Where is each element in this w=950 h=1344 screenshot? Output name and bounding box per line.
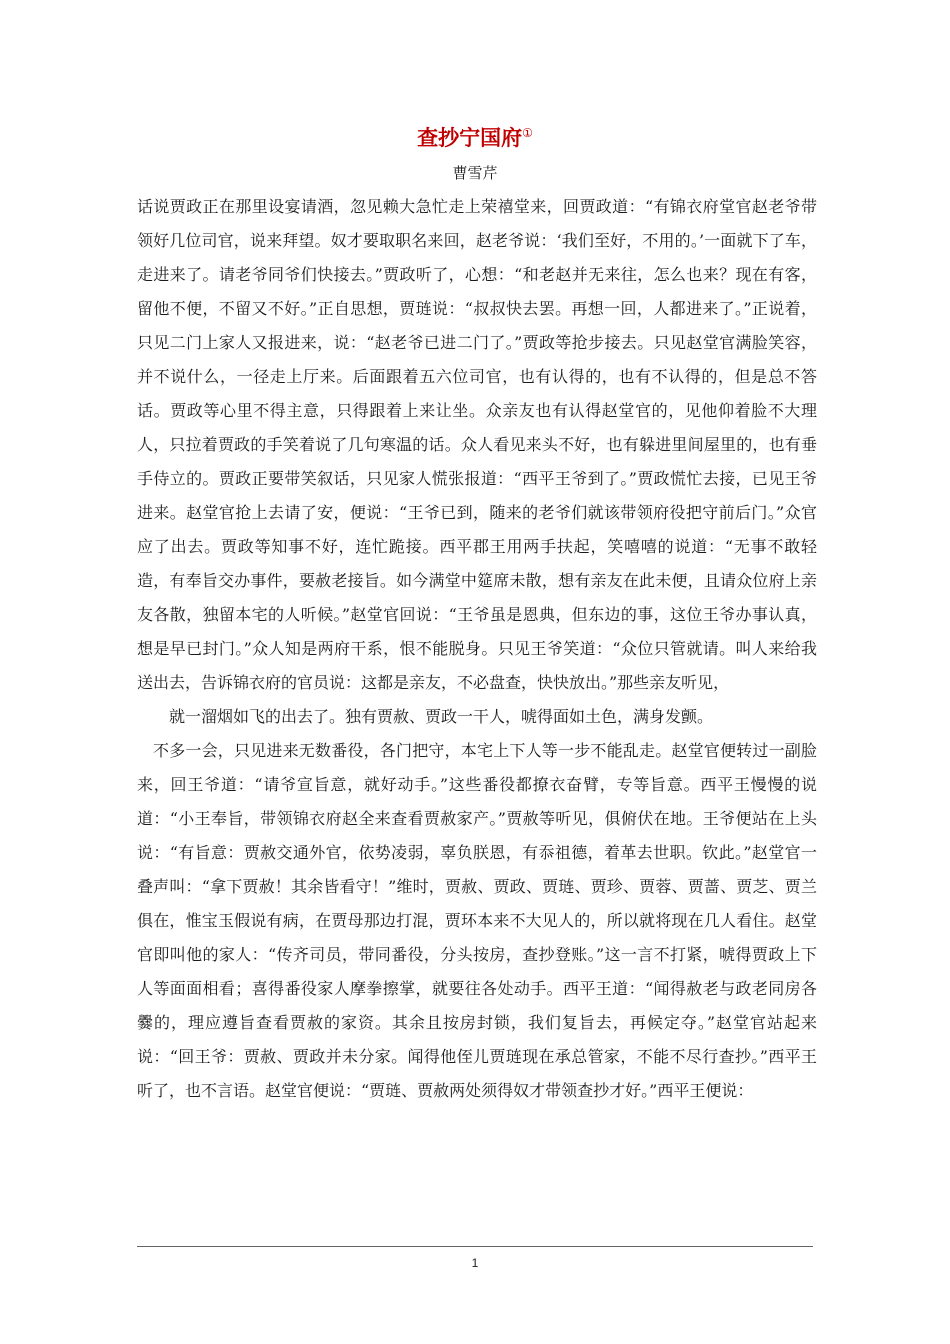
author-name: 曹雪芹 xyxy=(452,164,498,182)
paragraph-3: 不多一会，只见进来无数番役，各门把守，本宅上下人等一步不能乱走。赵堂官便转过一副脸来，回王爷道：“请爷宣旨意，就好动手。”这些番役都撩衣奋臂，专等旨意。西平王慢慢的说道：“小王奉旨，带领锦衣府赵全来查看贾赦家产。”贾赦等听见，俱俯伏在地。王爷便站在上头说：“有旨意：贾赦交通外官，依势凌弱，辜负朕恩，有忝祖德，着革去世职。钦此。”赵堂官一叠声叫：“拿下贾赦！其余皆看守！”维时，贾赦、贾政、贾琏、贾珍、贾蓉、贾蔷、贾芝、贾兰俱在，惟宝玉假说有病，在贾母那边打混，贾环本来不大见人的，所以就将现在几人看住。赵堂官即叫他的家人：“传齐司员，带同番役，分头按房，查抄登账。”这一言不打紧，唬得贾政上下人等面面相看；喜得番役家人摩拳擦掌，就要往各处动手。西平王道：“闻得赦老与政老同房各爨的，理应遵旨查看贾赦的家资。其余且按房封锁，我们复旨去，再候定夺。”赵堂官站起来说：“回王爷：贾赦、贾政并未分家。闻得他侄儿贾琏现在承总管家，不能不尽行查抄。”西平王听了，也不言语。赵堂官便说：“贾琏、贾赦两处须得奴才带领查抄才好。”西平王便说： xyxy=(137,741,817,1100)
body-text xyxy=(137,190,817,1108)
paragraph-1: 话说贾政正在那里设宴请酒，忽见赖大急忙走上荣禧堂来，回贾政道：“有锦衣府堂官赵老爷带领好几位司官，说来拜望。奴才要取职名来回，赵老爷说：‘我们至好，不用的。’一面就下了车，走进来了。请老爷同爷们快接去。”贾政听了，心想：“和老赵并无来往，怎么也来？现在有客，留他不便，不留又不好。”正自思想，贾琏说：“叔叔快去罢。再想一回，人都进来了。”正说着，只见二门上家人又报进来，说：“赵老爷已进二门了。”贾政等抢步接去。只见赵堂官满脸笑容，并不说什么，一径走上厅来。后面跟着五六位司官，也有认得的，也有不认得的，但是总不答话。贾政等心里不得主意，只得跟着上来让坐。众亲友也有认得赵堂官的，见他仰着脸不大理人，只拉着贾政的手笑着说了几句寒温的话。众人看见来头不好，也有躲进里间屋里的，也有垂手侍立的。贾政正要带笑叙话，只见家人慌张报道：“西平王爷到了。”贾政慌忙去接，已见王爷进来。赵堂官抢上去请了安，便说：“王爷已到，随来的老爷们就该带领府役把守前后门。”众官应了出去。贾政等知事不好，连忙跪接。西平郡王用两手扶起，笑嘻嘻的说道：“无事不敢轻造，有奉旨交办事件，要赦老接旨。如今满堂中筵席未散，想有亲友在此未便，且请众位府上亲友各散，独留本宅的人听候。”赵堂官回说：“王爷虽是恩典，但东边的事，这位王爷办事认真，想是早已封门。”众人知是两府干系，恨不能脱身。只见王爷笑道：“众位只管就请。叫人来给我送出去，告诉锦衣府的官员说：这都是亲友，不必盘查，快快放出。”那些亲友听见， xyxy=(137,197,817,692)
paragraph-2: 就一溜烟如飞的出去了。独有贾赦、贾政一干人，唬得面如土色，满身发颤。 xyxy=(169,707,714,726)
footer-rule xyxy=(137,1246,813,1247)
page-number: 1 xyxy=(471,1256,479,1270)
footnote-marker[interactable]: ① xyxy=(522,126,533,140)
title-text: 查抄宁国府 xyxy=(417,126,523,150)
document-title xyxy=(0,122,950,152)
